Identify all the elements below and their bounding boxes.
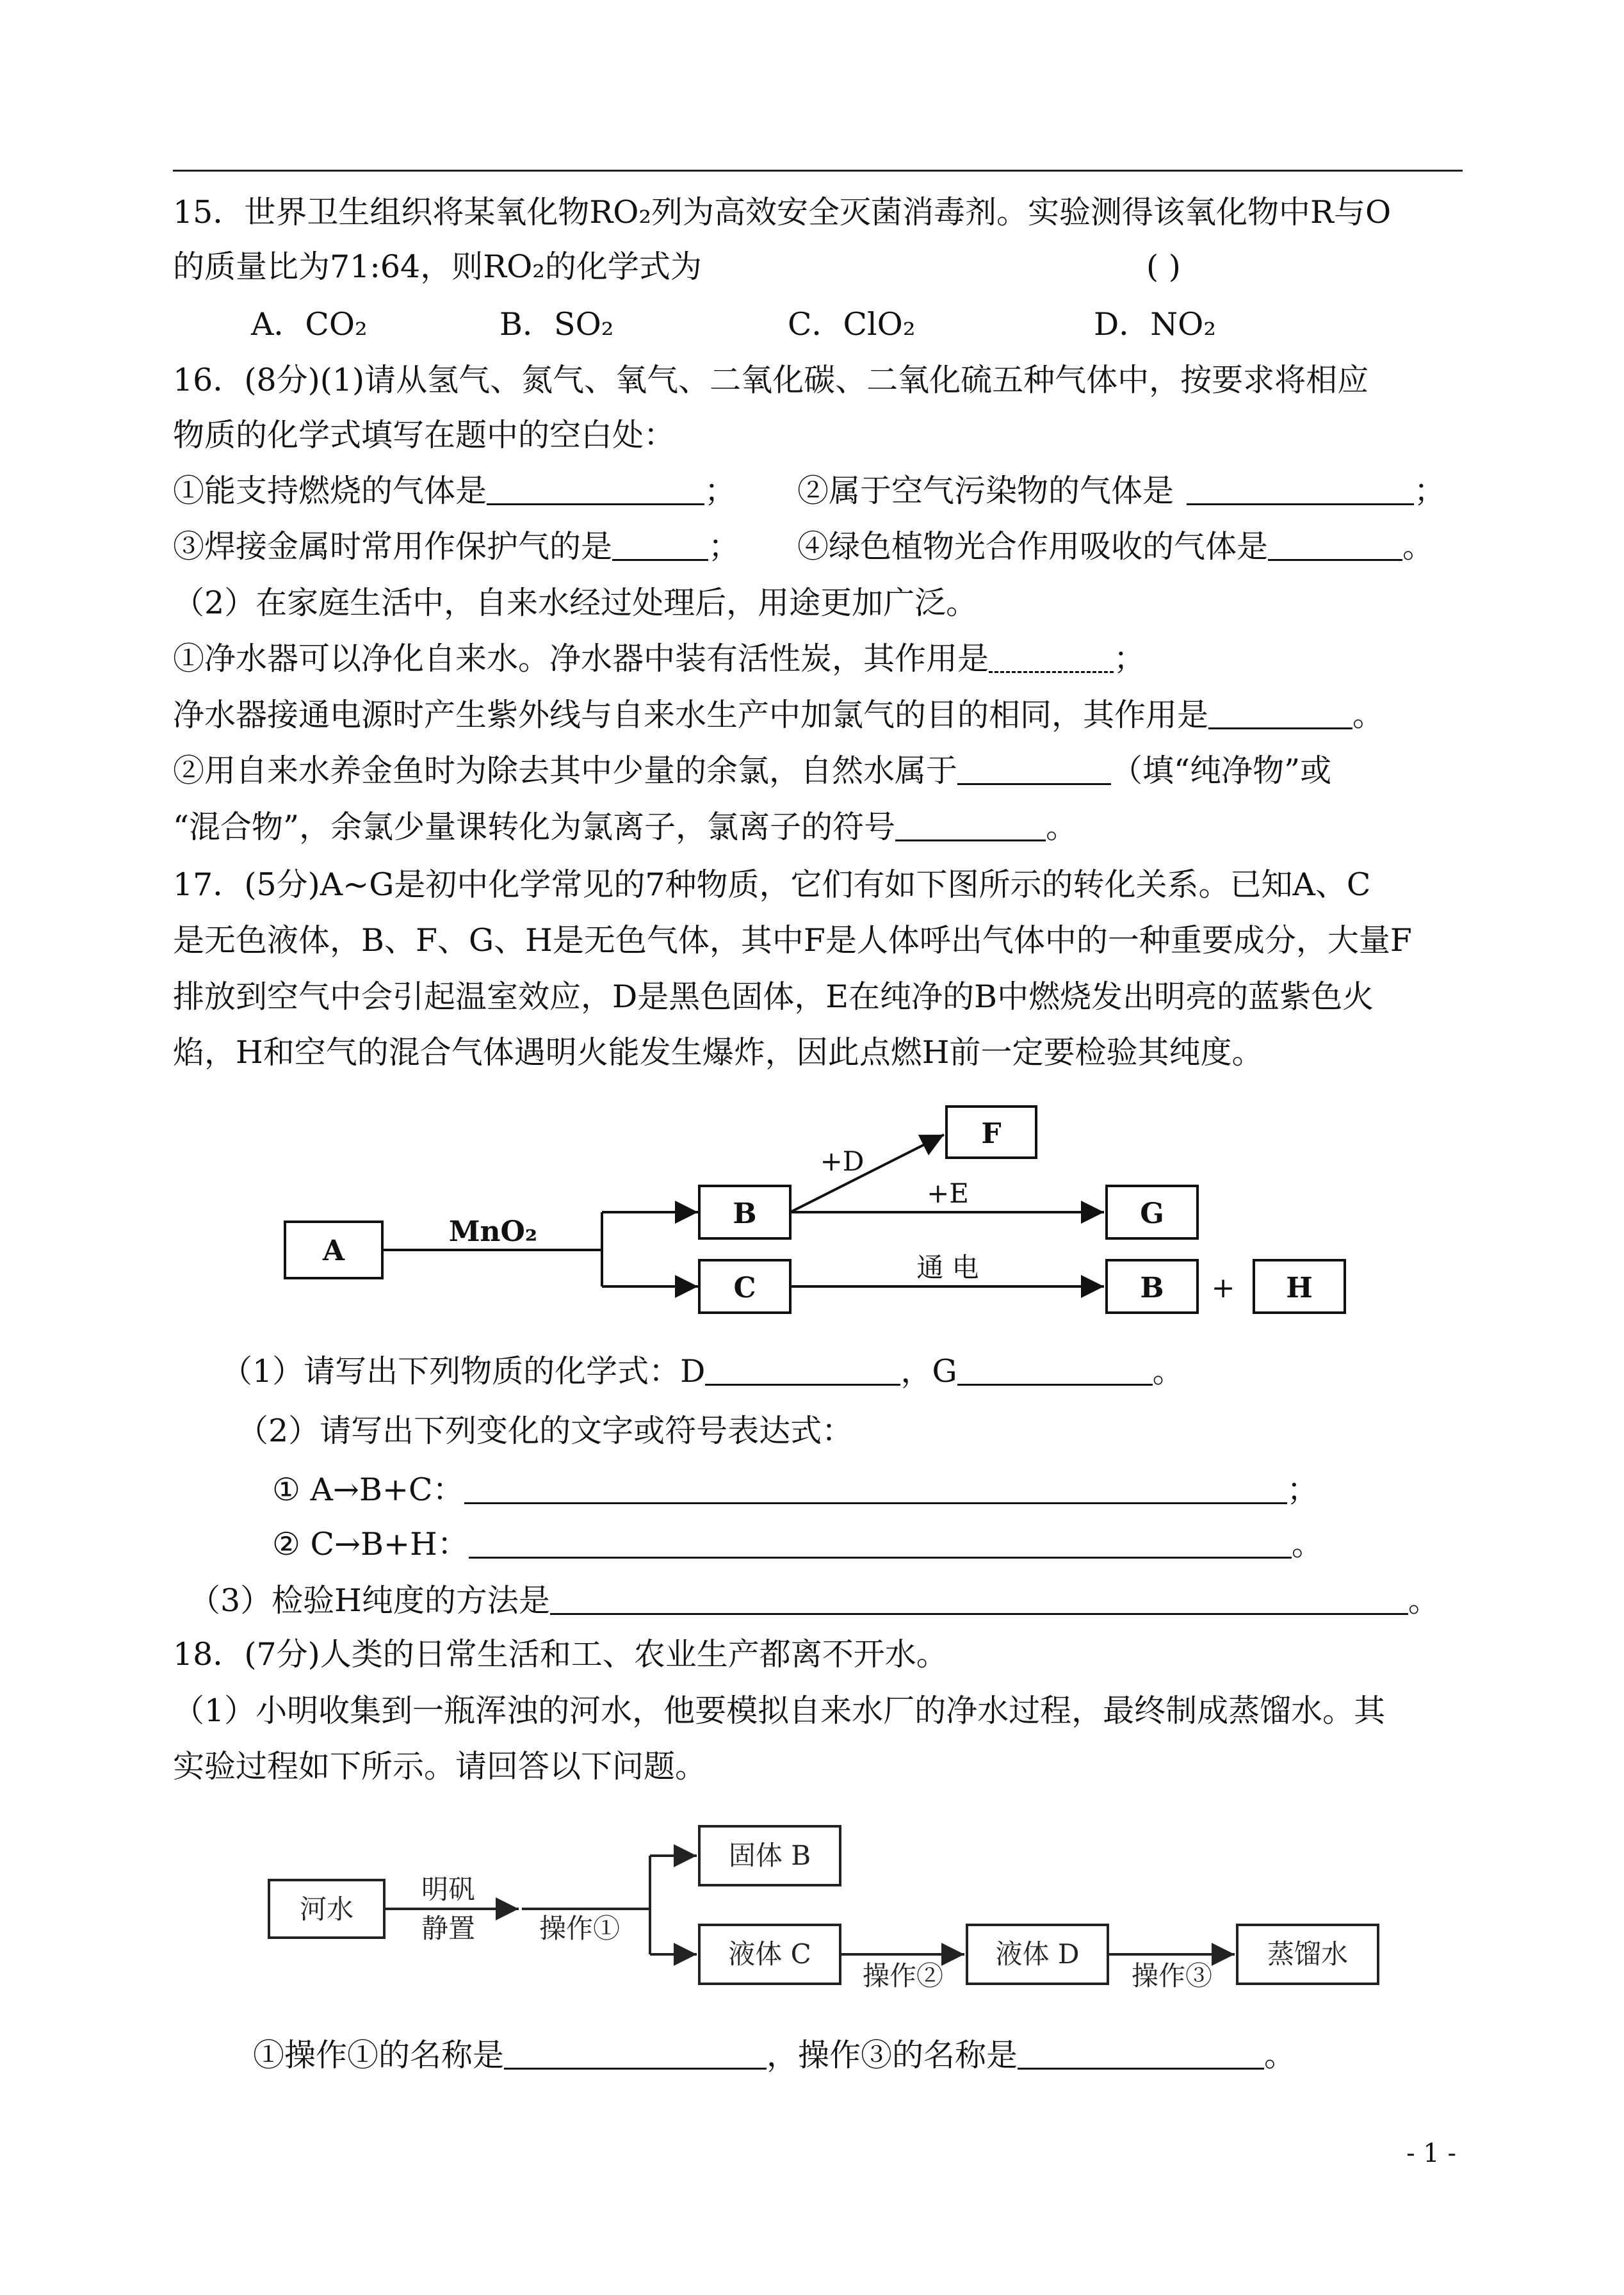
q17-label-f: F bbox=[981, 1117, 1002, 1150]
q17-line1: 17．(5分)A~G是初中化学常见的7种物质，它们有如下图所示的转化关系。已知A、C bbox=[173, 866, 1371, 903]
q18-label-liquid-c: 液体 C bbox=[728, 1938, 811, 1970]
q18-label-op3: 操作③ bbox=[1131, 1960, 1213, 1991]
q17-label-a: A bbox=[322, 1235, 345, 1267]
q17-s2: （2）请写出下列变化的文字或符号表达式： bbox=[237, 1413, 854, 1449]
q18-line1: 18．(7分)人类的日常生活和工、农业生产都离不开水。 bbox=[173, 1636, 948, 1673]
q18-op1-blank[interactable] bbox=[504, 2038, 767, 2070]
q18-answer-row: ①操作①的名称是 ，操作③的名称是 。 bbox=[253, 2037, 1296, 2073]
q17-plus: + bbox=[1211, 1272, 1235, 1304]
q16-b4-label: ④绿色植物光合作用吸收的气体是 bbox=[797, 528, 1269, 565]
q16-blank-row1: ①能支持燃烧的气体是 ； bbox=[173, 473, 736, 509]
q16-blank-row2b: ④绿色植物光合作用吸收的气体是 。 bbox=[797, 528, 1434, 565]
q17-s2b-blank[interactable] bbox=[469, 1527, 1292, 1559]
q17-cond-d: +D bbox=[820, 1146, 865, 1177]
q16-c2: 净水器接通电源时产生紫外线与自来水生产中加氯气的目的相同，其作用是 。 bbox=[173, 697, 1384, 733]
q15-option-c: C．ClO₂ bbox=[788, 306, 916, 343]
q16-c3: ②用自来水养金鱼时为除去其中少量的余氯，自然水属于 （填“纯净物”或 bbox=[173, 752, 1332, 789]
q18-label-alum: 明矾 bbox=[421, 1874, 476, 1905]
q15-option-d: D．NO₂ bbox=[1094, 306, 1216, 343]
q17-arrow-f bbox=[790, 1135, 944, 1212]
q16-part2: （2）在家庭生活中，自来水经过处理后，用途更加广泛。 bbox=[173, 585, 978, 621]
q18-line3: 实验过程如下所示。请回答以下问题。 bbox=[173, 1748, 707, 1785]
page-number: - 1 - bbox=[1406, 2139, 1456, 2168]
q18-op3-blank[interactable] bbox=[1018, 2038, 1264, 2070]
q17-cond-e: +E bbox=[927, 1178, 969, 1209]
q17-s3-blank[interactable] bbox=[550, 1584, 1408, 1615]
q18-line2: （1）小明收集到一瓶浑浊的河水，他要模拟自来水厂的净水过程，最终制成蒸馏水。其 bbox=[173, 1692, 1386, 1729]
q16-b2-label: ②属于空气污染物的气体是 bbox=[797, 473, 1174, 509]
q17-line4: 焰，H和空气的混合气体遇明火能发生爆炸，因此点燃H前一定要检验其纯度。 bbox=[173, 1034, 1263, 1071]
q17-s2a-blank[interactable] bbox=[464, 1473, 1287, 1504]
q17-cond-elec: 通 电 bbox=[916, 1252, 979, 1283]
q17-label-h: H bbox=[1286, 1272, 1313, 1304]
q18-label-solid-b: 固体 B bbox=[728, 1840, 811, 1871]
q17-label-g: G bbox=[1140, 1197, 1164, 1230]
q16-b3-label: ③焊接金属时常用作保护气的是 bbox=[173, 528, 613, 565]
q17-d-blank[interactable] bbox=[705, 1354, 900, 1386]
q17-s3: （3）检验H纯度的方法是 。 bbox=[189, 1582, 1440, 1619]
q17-s2b: ② C→B+H： 。 bbox=[272, 1526, 1323, 1562]
q17-s2a: ① A→B+C： ； bbox=[272, 1472, 1319, 1508]
q17-g-blank[interactable] bbox=[957, 1354, 1153, 1386]
q18-label-distilled: 蒸馏水 bbox=[1267, 1938, 1349, 1970]
q17-label-c: C bbox=[733, 1272, 756, 1304]
q17-label-b2: B bbox=[1140, 1272, 1164, 1304]
q17-cond-mno2: MnO₂ bbox=[448, 1215, 538, 1248]
q15-line2: 的质量比为71:64，则RO₂的化学式为 bbox=[173, 248, 702, 285]
q16-line2: 物质的化学式填写在题中的空白处： bbox=[173, 417, 676, 453]
q18-label-liquid-d: 液体 D bbox=[995, 1938, 1080, 1970]
q15-answer-paren: ( ) bbox=[1146, 248, 1181, 285]
q17-line2: 是无色液体，B、F、G、H是无色气体，其中F是人体呼出气体中的一种重要成分，大量F bbox=[173, 922, 1412, 959]
q16-blank-row1b: ②属于空气污染物的气体是 ； bbox=[797, 473, 1446, 509]
q18-label-river: 河水 bbox=[299, 1894, 354, 1925]
q17-label-b: B bbox=[733, 1197, 757, 1230]
q18-label-still: 静置 bbox=[421, 1913, 476, 1944]
q16-line1: 16．(8分)(1)请从氢气、氮气、氧气、二氧化碳、二氧化硫五种气体中，按要求将相应 bbox=[173, 362, 1369, 398]
q16-b1-label: ①能支持燃烧的气体是 bbox=[173, 473, 487, 509]
q16-c4: “混合物”，余氯少量课转化为氯离子，氯离子的符号 。 bbox=[173, 809, 1078, 845]
q17-s1: （1）请写出下列物质的化学式：D ，G 。 bbox=[221, 1353, 1184, 1390]
q15-line1: 15．世界卫生组织将某氧化物RO₂列为高效安全灭菌消毒剂。实验测得该氧化物中R与O bbox=[173, 194, 1392, 231]
q18-label-op1: 操作① bbox=[539, 1913, 621, 1944]
q15-option-b: B．SO₂ bbox=[499, 306, 614, 343]
q18-diagram bbox=[0, 1793, 1624, 2023]
q16-blank-row2: ③焊接金属时常用作保护气的是 ； bbox=[173, 528, 740, 565]
q18-label-op2: 操作② bbox=[862, 1960, 944, 1991]
q15-option-a: A．CO₂ bbox=[251, 306, 368, 343]
q17-line3: 排放到空气中会引起温室效应，D是黑色固体，E在纯净的B中燃烧发出明亮的蓝紫色火 bbox=[173, 978, 1374, 1015]
q16-c1: ①净水器可以净化自来水。净水器中装有活性炭，其作用是 ； bbox=[173, 640, 1146, 677]
